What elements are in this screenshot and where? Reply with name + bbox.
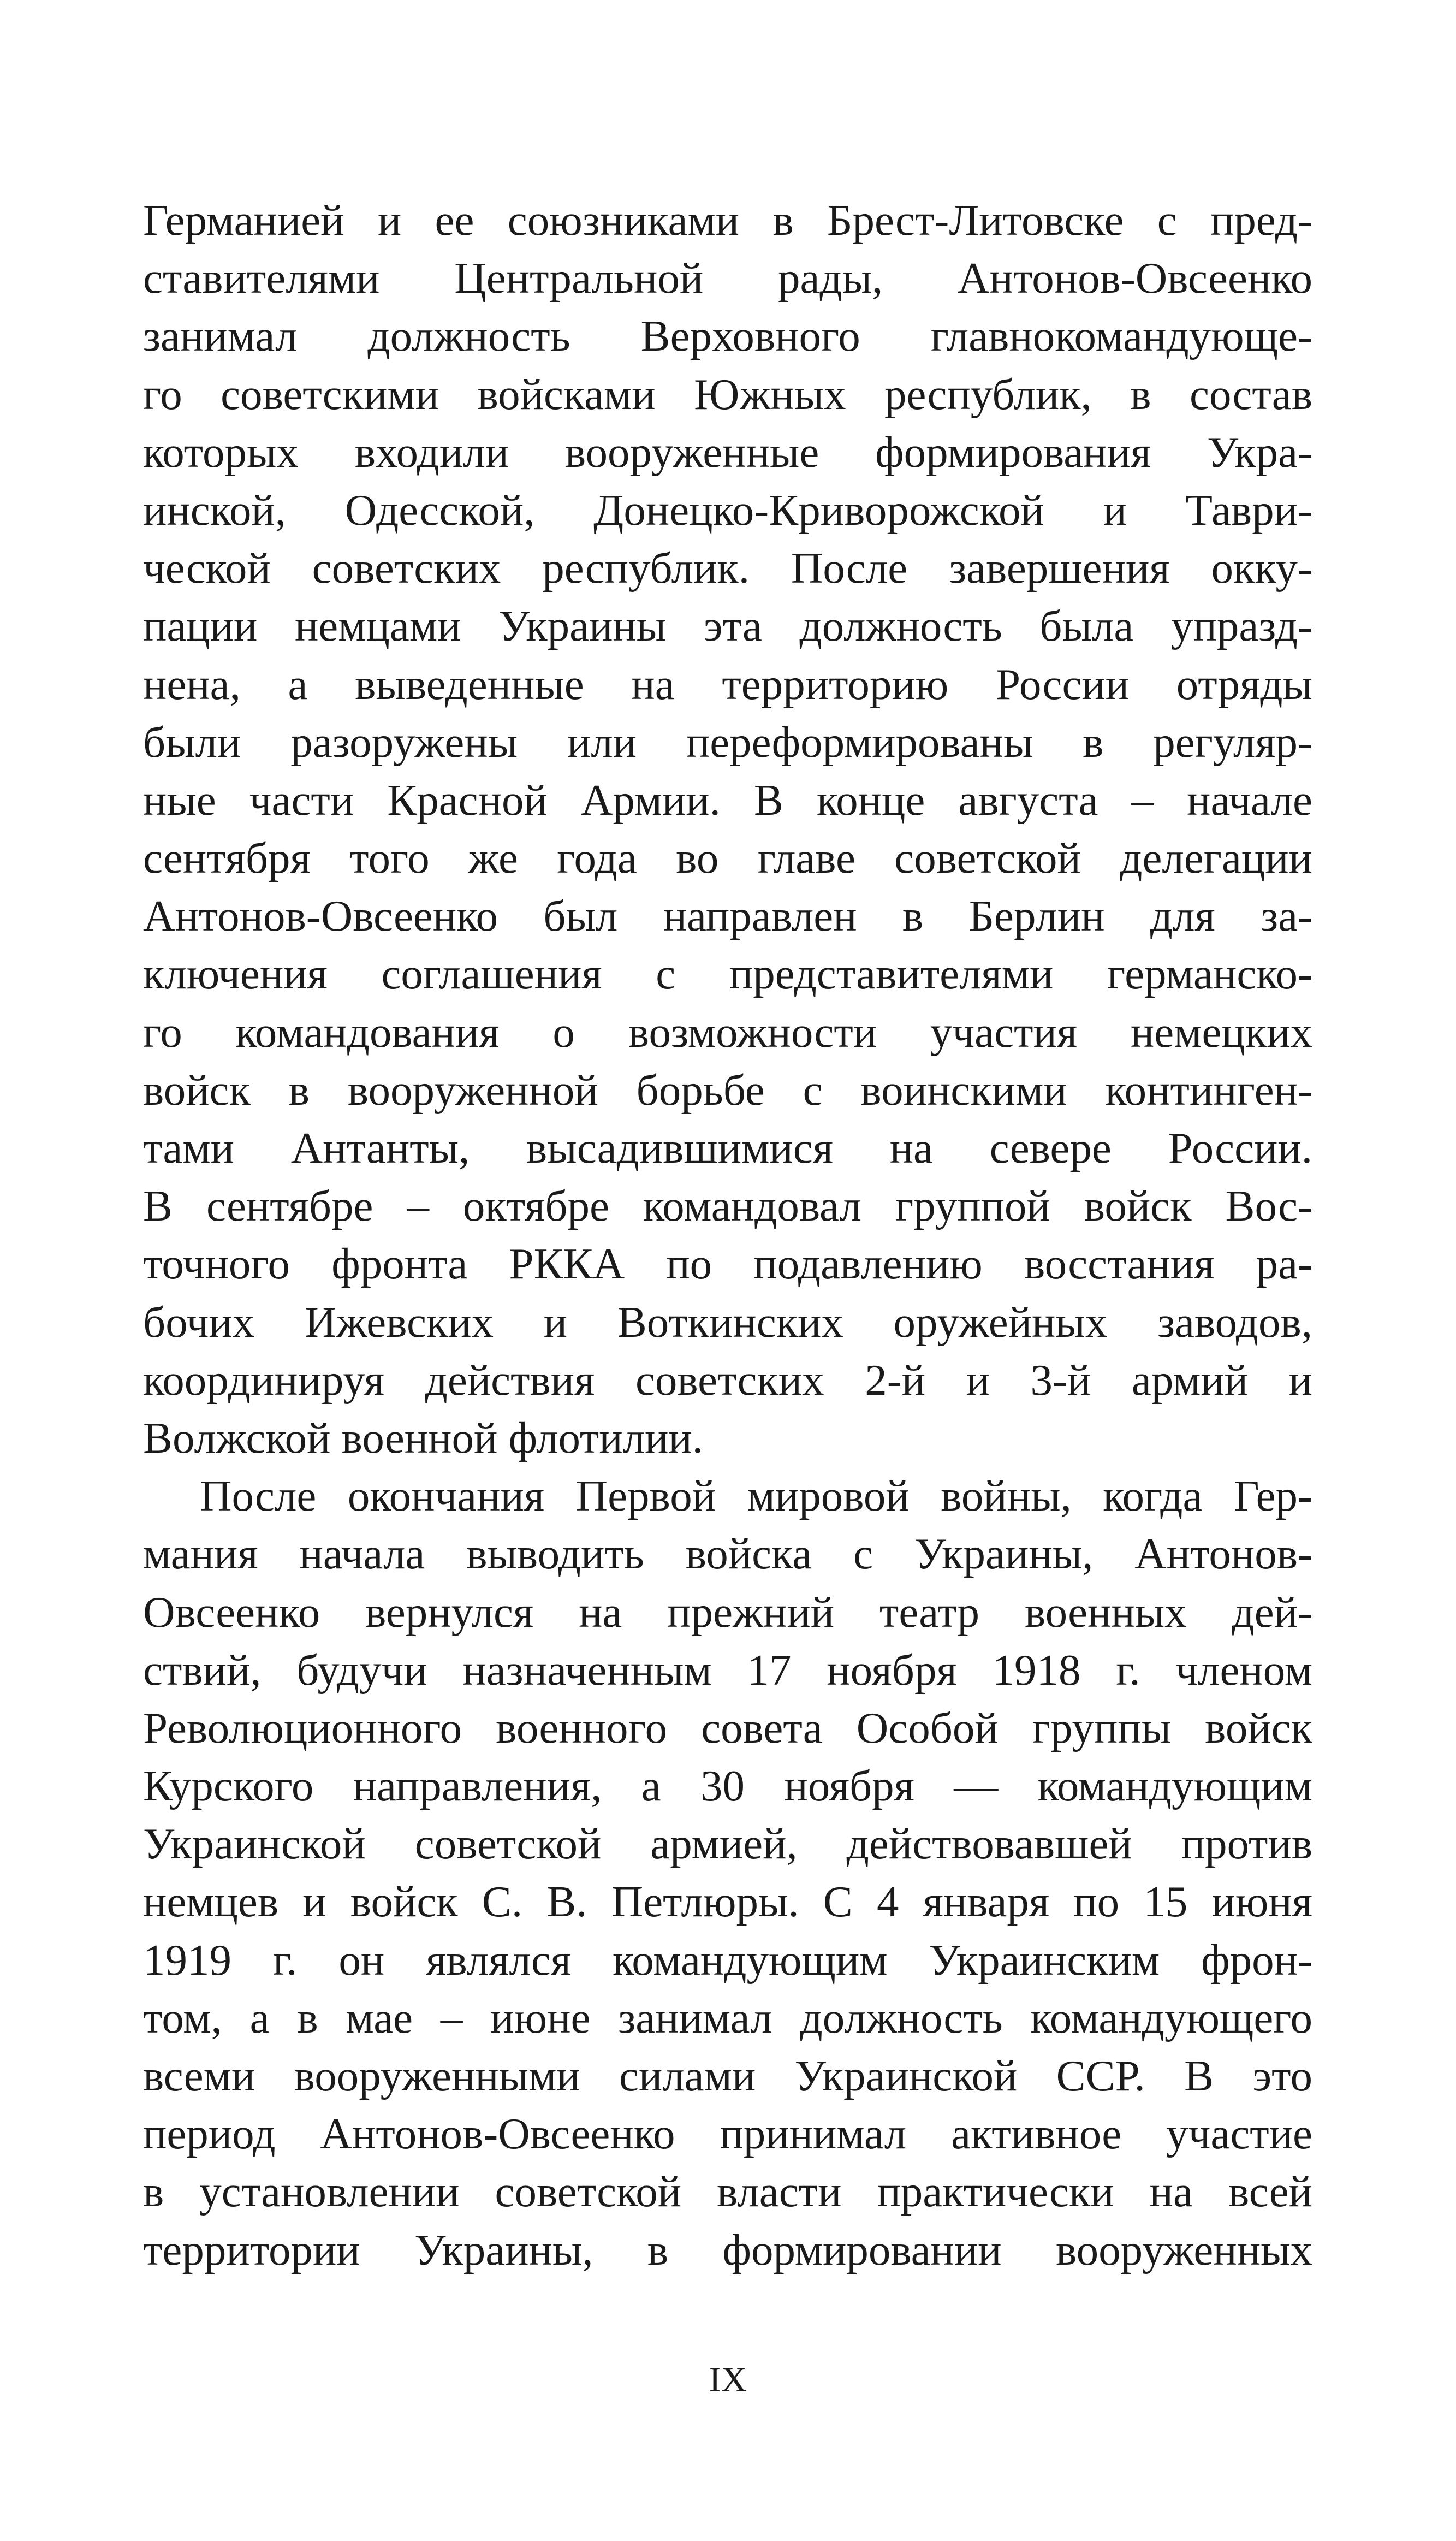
- text-line: период Антонов-Овсеенко принимал активное участие: [143, 2109, 1312, 2159]
- text-line: всеми вооруженными силами Украинской ССР. В это: [143, 2051, 1312, 2100]
- text-line: инской, Одесской, Донецко-Криворожской и Таври-: [143, 485, 1312, 535]
- text-line: нена, а выведенные на территорию России отряды: [143, 659, 1312, 709]
- text-line: Антонов-Овсеенко был направлен в Берлин для за-: [143, 891, 1312, 941]
- text-line: территории Украины, в формировании вооруженных: [143, 2225, 1312, 2275]
- text-line: были разоружены или переформированы в регуляр-: [143, 717, 1312, 767]
- text-line: занимал должность Верховного главнокомандующе-: [143, 311, 1312, 361]
- text-line: сентября того же года во главе советской делегации: [143, 833, 1312, 883]
- page-number: IX: [709, 2360, 747, 2400]
- text-line: 1919 г. он являлся командующим Украинским фрон-: [143, 1935, 1312, 1985]
- text-line: После окончания Первой мировой войны, когда Гер-: [200, 1471, 1312, 1521]
- text-line: ные части Красной Армии. В конце августа – начале: [143, 775, 1312, 825]
- paragraph-1: [143, 191, 1312, 1467]
- text-line: мания начала выводить войска с Украины, Антонов-: [143, 1529, 1312, 1579]
- text-line: ключения соглашения с представителями германско-: [143, 949, 1312, 999]
- text-line: Украинской советской армией, действовавшей против: [143, 1819, 1312, 1869]
- text-line: В сентябре – октябре командовал группой войск Вос-: [143, 1181, 1312, 1231]
- text-line: Германией и ее союзниками в Брест-Литовске с пред-: [143, 196, 1312, 245]
- text-line: немцев и войск С. В. Петлюры. С 4 января по 15 июня: [143, 1877, 1312, 1927]
- text-line: Курского направления, а 30 ноября — командующим: [143, 1761, 1312, 1811]
- text-line: го советскими войсками Южных республик, в состав: [143, 369, 1312, 419]
- text-line: Волжской военной флотилии.: [143, 1413, 704, 1462]
- text-line: тами Антанты, высадившимися на севере России.: [143, 1123, 1312, 1172]
- text-line: ческой советских республик. После завершения окку-: [143, 543, 1312, 593]
- text-line: точного фронта РККА по подавлению восстания ра-: [143, 1239, 1312, 1289]
- text-line: пации немцами Украины эта должность была упразд-: [143, 601, 1312, 651]
- text-line: координируя действия советских 2-й и 3-й армий и: [143, 1355, 1312, 1405]
- text-line: в установлении советской власти практически на всей: [143, 2167, 1312, 2217]
- text-line: бочих Ижевских и Воткинских оружейных заводов,: [143, 1297, 1312, 1347]
- text-line: го командования о возможности участия немецких: [143, 1007, 1312, 1057]
- paragraph-2: [143, 1467, 1312, 2279]
- text-line: Овсеенко вернулся на прежний театр военных дей-: [143, 1587, 1312, 1637]
- text-line: ставителями Центральной рады, Антонов-Овсеенко: [143, 253, 1312, 303]
- text-line: ствий, будучи назначенным 17 ноября 1918 г. членом: [143, 1645, 1312, 1695]
- page-body: [143, 191, 1312, 2279]
- text-line: которых входили вооруженные формирования Укра-: [143, 427, 1312, 477]
- text-line: войск в вооруженной борьбе с воинскими континген-: [143, 1065, 1312, 1115]
- text-line: Революционного военного совета Особой группы войск: [143, 1703, 1312, 1752]
- text-line: том, а в мае – июне занимал должность командующего: [143, 1993, 1312, 2042]
